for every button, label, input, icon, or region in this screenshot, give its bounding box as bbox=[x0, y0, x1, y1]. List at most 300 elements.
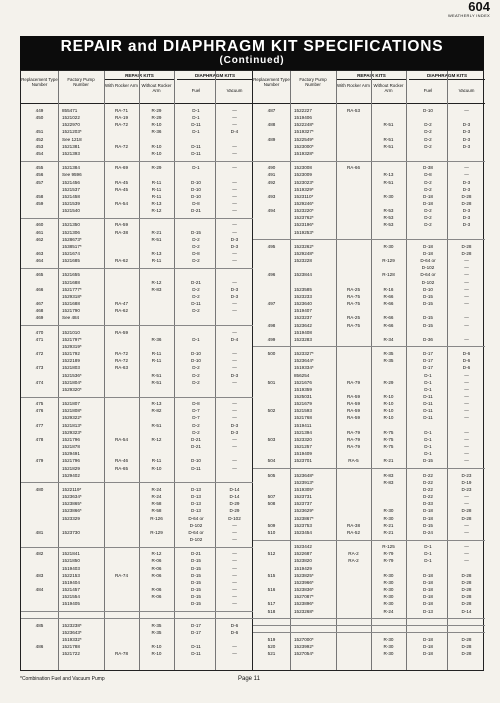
table-cell: 460 bbox=[35, 222, 44, 228]
page-number: 604 WEATHERLY INDEX bbox=[447, 0, 490, 18]
header-fuel: Fuel bbox=[423, 88, 433, 93]
table-cell: D-8 bbox=[192, 200, 200, 206]
table-cell: See 1218 bbox=[62, 136, 82, 142]
table-cell: 450 bbox=[35, 115, 44, 121]
table-cell: — bbox=[464, 279, 469, 285]
table-cell: 455 bbox=[35, 165, 44, 171]
table-cell: — bbox=[232, 108, 237, 113]
table-cell: RA-72 bbox=[114, 358, 129, 364]
table-cell: R-58 bbox=[151, 508, 162, 514]
table-cell: R-29 bbox=[151, 115, 162, 121]
table-cell: 459 bbox=[35, 200, 44, 206]
table-cell: D-21 bbox=[191, 436, 201, 442]
table-cell: 521 bbox=[267, 651, 276, 657]
table-cell: — bbox=[464, 501, 469, 507]
group-separator bbox=[21, 161, 253, 162]
table-cell: R-24 bbox=[383, 608, 394, 614]
table-cell: RA-72 bbox=[114, 122, 129, 128]
table-cell: — bbox=[464, 458, 469, 464]
table-cell: D-1 bbox=[424, 386, 432, 392]
table-cell: 461 bbox=[35, 229, 44, 235]
table-cell: 1529402 bbox=[62, 472, 80, 478]
index-label: WEATHERLY INDEX bbox=[447, 13, 490, 18]
table-cell: 1523643* bbox=[62, 629, 82, 635]
table-cell: RA-19 bbox=[114, 115, 129, 121]
table-cell: R-75 bbox=[383, 444, 394, 450]
table-cell: R-53 bbox=[383, 222, 394, 228]
table-cell: 502 bbox=[267, 408, 276, 414]
table-cell: 479 bbox=[35, 458, 44, 464]
table-cell: D-1 bbox=[192, 129, 200, 135]
table-cell: R-36 bbox=[151, 129, 162, 135]
table-cell: R-06 bbox=[151, 558, 162, 564]
table-cell: RA-66 bbox=[346, 165, 361, 171]
table-cell: RA-45 bbox=[114, 179, 129, 185]
table-cell: R-82 bbox=[151, 408, 162, 414]
table-cell: D-4 bbox=[230, 129, 239, 135]
table-cell: — bbox=[232, 565, 237, 571]
table-cell: 1521792 bbox=[62, 351, 80, 357]
table-cell: D-2 bbox=[192, 365, 200, 371]
table-cell: RA-45 bbox=[114, 186, 129, 192]
left-header bbox=[21, 71, 252, 104]
table-cell: — bbox=[232, 150, 237, 156]
table-cell: 1519404 bbox=[62, 579, 80, 585]
table-cell: D-1 bbox=[424, 444, 432, 450]
table-cell: D-18 bbox=[423, 515, 433, 521]
table-cell: 487 bbox=[267, 108, 276, 113]
table-cell: 485 bbox=[35, 622, 44, 628]
table-cell: R-79 bbox=[383, 551, 394, 557]
table-cell: D-13 bbox=[191, 486, 201, 492]
table-cell: R-51 bbox=[383, 143, 394, 149]
table-cell: 1521306 bbox=[62, 229, 80, 235]
table-cell: 1521813* bbox=[62, 422, 82, 428]
table-cell: D-19 bbox=[461, 479, 472, 485]
table-cell: 484 bbox=[35, 587, 44, 593]
table-cell: 483 bbox=[35, 572, 44, 578]
table-cell: D-18 bbox=[423, 579, 433, 585]
table-cell: 1523442 bbox=[294, 544, 312, 550]
table-cell: 1527054* bbox=[294, 651, 314, 657]
table-cell: — bbox=[464, 165, 469, 171]
table-cell: D-15 bbox=[191, 601, 201, 607]
table-cell: 1521688 bbox=[62, 301, 80, 307]
group-separator bbox=[253, 468, 485, 469]
table-cell: RA-59 bbox=[114, 222, 129, 228]
table-cell: D-28 bbox=[461, 594, 472, 600]
table-cell: — bbox=[232, 537, 237, 542]
table-cell: 1523865* bbox=[62, 501, 82, 507]
table-cell: R-30 bbox=[383, 508, 394, 514]
table-cell: 1519305* bbox=[294, 486, 314, 492]
table-cell: 493 bbox=[267, 193, 276, 199]
table-cell: RA-62 bbox=[114, 258, 129, 264]
table-cell: — bbox=[464, 494, 469, 500]
header-diaphragm-group: DIAPHRAGM KITS bbox=[409, 73, 485, 80]
table-cell: 1521688 bbox=[62, 279, 80, 285]
table-cell: 477 bbox=[35, 422, 44, 428]
table-cell: — bbox=[232, 594, 237, 600]
table-cell: RA-74 bbox=[114, 572, 129, 578]
table-cell: R-66 bbox=[383, 293, 394, 299]
table-cell: 1521394 bbox=[294, 429, 312, 435]
table-cell: D-15 bbox=[423, 522, 433, 528]
table-cell: RA-63 bbox=[114, 365, 129, 371]
table-cell: R-53 bbox=[383, 208, 394, 214]
table-cell: D-2 bbox=[192, 286, 200, 292]
table-cell: D-28 bbox=[461, 243, 472, 249]
table-cell: D-15 bbox=[423, 301, 433, 307]
table-cell: RA-72 bbox=[114, 143, 129, 149]
table-cell: D-28 bbox=[461, 579, 472, 585]
table-cell: D-28 bbox=[461, 508, 472, 514]
table-cell: R-51 bbox=[151, 422, 162, 428]
table-cell: RA-79 bbox=[346, 429, 361, 435]
table-cell: D-1 bbox=[192, 115, 200, 121]
table-cell: 1523228 bbox=[294, 258, 312, 264]
header-with-rocker: With Rocker Arm bbox=[105, 83, 138, 88]
table-cell: 1523701 bbox=[294, 458, 312, 464]
table-cell: D-6 bbox=[230, 629, 239, 635]
header-with-rocker: With Rocker Arm bbox=[337, 83, 370, 88]
table-cell: D-1 bbox=[424, 544, 432, 550]
table-cell: D-102 bbox=[228, 515, 241, 521]
table-cell: 1521539 bbox=[62, 200, 80, 206]
table-cell: 1523110* bbox=[294, 193, 314, 199]
table-cell: 1523836* bbox=[294, 587, 314, 593]
table-cell: 1521022 bbox=[62, 115, 80, 121]
table-cell: — bbox=[464, 301, 469, 307]
table-cell: 1529246* bbox=[294, 200, 314, 206]
table-cell: — bbox=[464, 108, 469, 113]
table-cell: D-8 bbox=[192, 251, 200, 256]
table-cell: D-6 bbox=[462, 358, 471, 364]
table-cell: 1523329 bbox=[62, 515, 80, 521]
table-cell: D-2 bbox=[424, 215, 432, 221]
table-cell: 1521722 bbox=[62, 651, 80, 657]
table-cell: RA-62 bbox=[114, 308, 129, 314]
table-cell: — bbox=[232, 122, 237, 128]
table-cell: R-30 bbox=[383, 515, 394, 521]
table-cell: 1521777* bbox=[62, 286, 82, 292]
table-cell: D-15 bbox=[191, 229, 201, 235]
table-cell: 482 bbox=[35, 551, 44, 557]
table-cell: 855471 bbox=[62, 108, 78, 113]
table-cell: 1523896* bbox=[294, 601, 314, 607]
table-cell: 472 bbox=[35, 351, 44, 357]
table-cell: R-10 bbox=[151, 644, 162, 650]
table-cell: D-64 or bbox=[188, 529, 204, 535]
table-cell: D-3 bbox=[230, 422, 239, 428]
table-cell: D-1 bbox=[424, 558, 432, 564]
table-cell: RA-75 bbox=[346, 322, 361, 328]
table-cell: 1523268* bbox=[294, 608, 314, 614]
table-cell: 490 bbox=[267, 165, 276, 171]
table-cell: 507 bbox=[267, 494, 276, 500]
table-cell: 1529319* bbox=[62, 343, 82, 349]
table-cell: D-11 bbox=[191, 301, 201, 307]
table-cell: RA-75 bbox=[346, 301, 361, 307]
table-cell: D-28 bbox=[461, 601, 472, 607]
table-cell: 1522119* bbox=[62, 486, 82, 492]
table-cell: 1522549* bbox=[294, 136, 314, 142]
table-cell: D-28 bbox=[461, 651, 472, 657]
table-cell: D-10 bbox=[191, 351, 201, 357]
table-cell: R-21 bbox=[151, 229, 162, 235]
table-cell: R-30 bbox=[383, 579, 394, 585]
table-cell: R-35 bbox=[383, 358, 394, 364]
table-cell: 504 bbox=[267, 458, 276, 464]
table-cell: D-10 bbox=[191, 186, 201, 192]
table-cell: 1521676 bbox=[294, 379, 312, 385]
table-cell: — bbox=[232, 279, 237, 285]
table-cell: D-102 bbox=[421, 279, 435, 285]
table-cell: 505 bbox=[267, 472, 276, 478]
table-cell: R-11 bbox=[151, 351, 162, 357]
table-cell: D-22 bbox=[423, 486, 433, 492]
table-cell: R-12 bbox=[151, 436, 162, 442]
table-cell: R-51 bbox=[151, 372, 162, 378]
table-cell: R-58 bbox=[151, 501, 162, 507]
table-cell: R-06 bbox=[151, 594, 162, 600]
table-cell: 1523629* bbox=[294, 508, 314, 514]
table-cell: R-11 bbox=[151, 193, 162, 199]
table-cell: 1521790 bbox=[62, 308, 80, 314]
table-cell: 520 bbox=[267, 644, 276, 650]
table-cell: D-1 bbox=[192, 336, 200, 342]
table-cell: 1527087* bbox=[294, 594, 314, 600]
table-cell: D-3 bbox=[462, 129, 471, 135]
table-cell: 1523009 bbox=[294, 172, 312, 178]
table-cell: — bbox=[232, 208, 237, 214]
table-cell: D-15 bbox=[423, 322, 433, 328]
table-cell: R-129 bbox=[150, 529, 163, 535]
table-cell: D-11 bbox=[191, 122, 201, 128]
group-separator bbox=[21, 618, 253, 619]
table-cell: D-2 bbox=[424, 186, 432, 192]
table-cell: D-6 bbox=[462, 351, 471, 357]
table-cell: 1523737 bbox=[294, 501, 312, 507]
table-cell: 476 bbox=[35, 408, 44, 414]
page-label: Page 11 bbox=[238, 676, 260, 682]
table-cell: D-2 bbox=[424, 179, 432, 185]
table-cell: RA-59 bbox=[346, 401, 361, 407]
table-cell: D-10 bbox=[423, 108, 433, 113]
table-cell: 510 bbox=[267, 529, 276, 535]
table-cell: 1521796 bbox=[62, 458, 80, 464]
table-cell: D-11 bbox=[191, 644, 201, 650]
group-separator bbox=[253, 632, 485, 633]
table-cell: D-64 or bbox=[188, 515, 204, 521]
table-cell: 468 bbox=[35, 308, 44, 314]
table-cell: 1521457 bbox=[62, 587, 80, 593]
table-cell: 1521768 bbox=[294, 415, 312, 421]
table-cell: D-64 or bbox=[420, 272, 436, 278]
table-cell: D-15 bbox=[191, 579, 201, 585]
group-separator bbox=[253, 346, 485, 347]
table-cell: D-11 bbox=[191, 150, 201, 156]
table-cell: 1523731 bbox=[294, 494, 312, 500]
table-cell: — bbox=[232, 358, 237, 364]
table-cell: RA-38 bbox=[114, 229, 129, 235]
table-cell: D-3 bbox=[230, 429, 239, 435]
table-cell: D-2 bbox=[192, 372, 200, 378]
table-cell: 1521010 bbox=[62, 329, 80, 335]
table-cell: D-3 bbox=[230, 236, 239, 242]
table-cell: D-3 bbox=[230, 293, 239, 299]
table-cell: 466 bbox=[35, 286, 44, 292]
table-cell: RA-78 bbox=[114, 651, 129, 657]
table-cell: — bbox=[464, 436, 469, 442]
table-cell: D-14 bbox=[229, 494, 240, 500]
table-cell: 1529248* bbox=[294, 251, 314, 256]
table-cell: R-21 bbox=[383, 522, 394, 528]
table-cell: 1523642 bbox=[294, 322, 312, 328]
table-cell: — bbox=[232, 551, 237, 557]
table-cell: D-15 bbox=[423, 315, 433, 321]
group-separator bbox=[253, 618, 485, 619]
table-cell: D-18 bbox=[423, 587, 433, 593]
table-cell: 1519328* bbox=[294, 150, 314, 156]
table-cell: 516 bbox=[267, 587, 276, 593]
table-cell: 452 bbox=[35, 136, 44, 142]
table-cell: 1523233 bbox=[294, 293, 312, 299]
table-cell: D-18 bbox=[423, 200, 433, 206]
table-cell: 1519429 bbox=[294, 565, 312, 571]
table-cell: 475 bbox=[35, 401, 44, 407]
table-cell: 467 bbox=[35, 301, 44, 307]
table-cell: D-2 bbox=[192, 236, 200, 242]
group-separator bbox=[21, 268, 253, 269]
group-separator bbox=[253, 239, 485, 240]
header-diaphragm-group: DIAPHRAGM KITS bbox=[177, 73, 253, 80]
table-cell: D-1 bbox=[424, 372, 432, 378]
table-cell: 1521458 bbox=[62, 193, 80, 199]
table-cell: R-10 bbox=[151, 651, 162, 657]
table-cell: 454 bbox=[35, 150, 44, 156]
table-cell: D-3 bbox=[462, 208, 471, 214]
table-cell: — bbox=[232, 444, 237, 450]
table-cell: 1523585 bbox=[294, 286, 312, 292]
table-cell: R-13 bbox=[151, 251, 162, 256]
table-cell: D-33 bbox=[423, 501, 433, 507]
table-cell: D-18 bbox=[423, 601, 433, 607]
table-cell: 1523762* bbox=[294, 215, 314, 221]
table-cell: D-24 bbox=[423, 529, 433, 535]
table-cell: — bbox=[232, 644, 237, 650]
header-vacuum: Vacuum bbox=[458, 88, 475, 93]
table-cell: — bbox=[464, 544, 469, 550]
table-cell: 1521804* bbox=[62, 379, 82, 385]
table-cell: RA-53 bbox=[346, 108, 361, 113]
table-cell: 498 bbox=[267, 322, 276, 328]
table-cell: 518 bbox=[267, 608, 276, 614]
table-cell: D-10 bbox=[191, 358, 201, 364]
table-cell: 1522248* bbox=[294, 122, 314, 128]
table-cell: D-28 bbox=[461, 587, 472, 593]
table-cell: D-1 bbox=[424, 379, 432, 385]
table-cell: D-15 bbox=[191, 594, 201, 600]
table-cell: — bbox=[232, 200, 237, 206]
table-cell: RA-47 bbox=[114, 301, 129, 307]
table-cell: 491 bbox=[267, 172, 276, 178]
table-cell: R-125 bbox=[382, 544, 395, 550]
table-cell: 1538517* bbox=[62, 243, 82, 249]
table-cell: 1523820 bbox=[294, 558, 312, 564]
table-cell: 1522970 bbox=[62, 122, 80, 128]
table-cell: D-2 bbox=[424, 143, 432, 149]
table-cell: R-30 bbox=[383, 572, 394, 578]
table-cell: — bbox=[464, 444, 469, 450]
table-cell: D-18 bbox=[423, 651, 433, 657]
table-cell: — bbox=[232, 193, 237, 199]
table-cell: — bbox=[232, 601, 237, 607]
table-cell: RA-59 bbox=[114, 329, 129, 335]
table-cell: D-17 bbox=[423, 365, 433, 371]
table-cell: 1523283 bbox=[294, 336, 312, 342]
table-cell: — bbox=[232, 258, 237, 264]
table-cell: 449 bbox=[35, 108, 44, 113]
header-without-rocker: Without Rocker Arm bbox=[373, 83, 404, 93]
table-cell: R-10 bbox=[383, 394, 394, 399]
table-cell: D-6 bbox=[230, 622, 239, 628]
table-cell: 488 bbox=[267, 122, 276, 128]
table-cell: R-29 bbox=[383, 379, 394, 385]
header-repair-group: REPAIR KITS bbox=[105, 73, 174, 80]
table-cell: R-75 bbox=[383, 429, 394, 435]
page-subtitle: (Continued) bbox=[219, 55, 285, 66]
table-cell: — bbox=[464, 394, 469, 399]
table-cell: 499 bbox=[267, 336, 276, 342]
table-cell: RA-71 bbox=[114, 108, 129, 113]
table-cell: D-2 bbox=[192, 422, 200, 428]
table-cell: D-15 bbox=[191, 558, 201, 564]
table-cell: D-10 bbox=[191, 193, 201, 199]
table-cell: R-34 bbox=[383, 336, 394, 342]
table-cell: D-17 bbox=[423, 351, 433, 357]
table-cell: D-3 bbox=[230, 243, 239, 249]
table-cell: 1519405 bbox=[62, 601, 80, 607]
table-cell: 1529320* bbox=[62, 386, 82, 392]
table-cell: D-10 bbox=[191, 458, 201, 464]
table-cell: — bbox=[464, 315, 469, 321]
table-cell: D-17 bbox=[423, 358, 433, 364]
table-cell: 478 bbox=[35, 436, 44, 442]
table-cell: 465 bbox=[35, 272, 44, 278]
table-cell: — bbox=[464, 415, 469, 421]
table-cell: D-21 bbox=[191, 444, 201, 450]
table-cell: — bbox=[464, 322, 469, 328]
table-cell: R-10 bbox=[151, 465, 162, 471]
footnote: *Combination Fuel and Vacuum Pump bbox=[20, 676, 105, 682]
table-cell: — bbox=[232, 351, 237, 357]
table-cell: D-64 or bbox=[420, 258, 436, 264]
table-cell: RA-79 bbox=[346, 379, 361, 385]
table-cell: — bbox=[232, 465, 237, 471]
group-separator bbox=[253, 625, 485, 626]
table-cell: R-35 bbox=[151, 622, 162, 628]
table-cell: 1523866* bbox=[62, 508, 82, 514]
table-cell: R-126 bbox=[150, 515, 163, 521]
group-separator bbox=[21, 611, 253, 612]
header-type: Replacement Type Number bbox=[253, 77, 290, 87]
table-cell: 1519408 bbox=[294, 329, 312, 335]
table-cell: — bbox=[464, 429, 469, 435]
table-cell: 1527000* bbox=[294, 637, 314, 643]
table-cell: R-75 bbox=[383, 436, 394, 442]
table-cell: 508 bbox=[267, 501, 276, 507]
